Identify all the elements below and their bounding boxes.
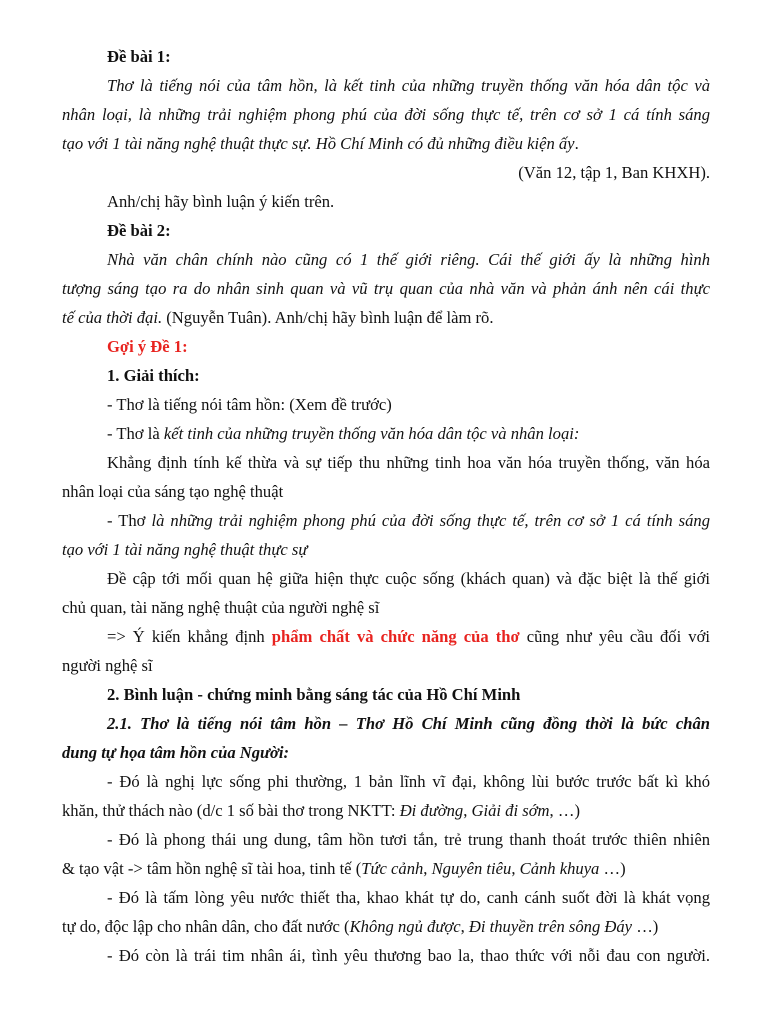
point-2-end: …): [599, 859, 626, 878]
de1-quote-line-2: nhân loại, là những trải nghiệm phong phú của đời sống thực tế, trên cơ sở 1 cá tính sáng: [62, 105, 710, 124]
de1-quote-line-1: Thơ là tiếng nói của tâm hồn, là kết tinh của những truyền thống văn hóa dân tộc và: [107, 76, 710, 95]
poem-title-di-thuyen: Đi thuyền trên sông Đáy: [468, 917, 633, 936]
point-1-end: , …): [549, 801, 580, 820]
point-3-line-2: [62, 916, 710, 938]
point-2-prefix: & tạo vật -> tâm hồn nghệ sĩ tài hoa, tinh tế (: [62, 859, 362, 878]
de2-quote-line-2: tượng sáng tạo ra do nhân sinh quan và vũ trụ quan của nhà văn và phản ánh nên cái thực: [62, 279, 710, 298]
de1-task: Anh/chị hãy bình luận ý kiến trên.: [107, 192, 335, 211]
goiy-title: Gợi ý Đề 1:: [107, 337, 188, 356]
poem-title-nguyen-tieu: Nguyên tiêu: [431, 859, 512, 878]
bullet-3-italic-1: là những trải nghiệm phong phú của đời sống thực tế, trên cơ sở 1 cá tính sáng: [151, 511, 710, 530]
conclusion-prefix: => Ý kiến khẳng định: [107, 627, 272, 646]
section-2-1-heading-line-1: 2.1. Thơ là tiếng nói tâm hồn – Thơ Hồ Chí Minh cũng đồng thời là bức chân: [107, 714, 710, 733]
de2-quote-line-1: Nhà văn chân chính nào cũng có 1 thế giới riêng. Cái thế giới ấy là những hình: [107, 250, 710, 269]
de1-quote-line-3: [62, 133, 710, 155]
poem-title-tuc-canh: Tức cảnh: [361, 859, 424, 878]
point-1-line-1: - Đó là nghị lực sống phi thường, 1 bản lĩnh vĩ đại, không lùi bước trước bất kì khó: [107, 772, 710, 791]
point-3-prefix: tự do, độc lập cho nhân dân, cho đất nước (: [62, 917, 350, 936]
de2-task: (Nguyễn Tuân). Anh/chị hãy bình luận để làm rõ.: [162, 308, 494, 327]
poem-title-canh-khuya: Cảnh khuya: [519, 859, 600, 878]
section-1-para-2-line-2: chủ quan, tài năng nghệ thuật của người nghệ sĩ: [62, 598, 380, 617]
section-1-bullet-2: [107, 423, 710, 445]
point-2-sep-2: ,: [511, 859, 520, 878]
bullet-2-prefix: - Thơ là: [107, 424, 164, 443]
bullet-3-prefix: - Thơ: [107, 511, 152, 530]
section-1-heading: 1. Giải thích:: [107, 366, 200, 385]
de1-source: (Văn 12, tập 1, Ban KHXH).: [518, 163, 710, 182]
section-1-conclusion-line-2: người nghệ sĩ: [62, 656, 153, 675]
poem-title-giai-di-som: Giải đi sớm: [471, 801, 550, 820]
section-1-para-1-line-1: Khẳng định tính kế thừa và sự tiếp thu những tinh hoa văn hóa truyền thống, văn hóa: [107, 453, 710, 472]
de1-quote-text: tạo với 1 tài năng nghệ thuật thực sự. Hồ Chí Minh có đủ những điều kiện ấy: [62, 134, 575, 153]
conclusion-highlight: phẩm chất và chức năng của thơ: [271, 627, 520, 646]
point-3-end: …): [632, 917, 659, 936]
de1-quote-period: .: [574, 134, 579, 153]
point-1-sep: ,: [463, 801, 472, 820]
point-3-line-1: - Đó là tấm lòng yêu nước thiết tha, khao khát tự do, canh cánh suốt đời là khát vọng: [107, 888, 710, 907]
de2-quote-line-3: [62, 307, 710, 329]
point-3-sep: ,: [460, 917, 469, 936]
section-2-1-heading-line-2: dung tự họa tâm hồn của Người:: [62, 743, 290, 762]
section-2-heading: 2. Bình luận - chứng minh bằng sáng tác của Hồ Chí Minh: [107, 685, 521, 704]
de2-title: Đề bài 2:: [107, 221, 171, 240]
poem-title-di-duong: Đi đường: [399, 801, 464, 820]
point-1-prefix: khăn, thử thách nào (d/c 1 số bài thơ trong NKTT:: [62, 801, 400, 820]
point-4-line-1: - Đó còn là trái tim nhân ái, tình yêu thương bao la, thao thức với nỗi đau con người.: [107, 946, 710, 965]
poem-title-khong-ngu-duoc: Không ngủ được: [349, 917, 461, 936]
section-1-conclusion: [107, 626, 710, 648]
conclusion-suffix: cũng như yêu cầu đối với: [519, 627, 710, 646]
section-1-bullet-3: [107, 510, 710, 532]
section-1-para-2-line-1: Đề cập tới mối quan hệ giữa hiện thực cuộc sống (khách quan) và đặc biệt là thế giới: [107, 569, 710, 588]
point-2-line-1: - Đó là phong thái ung dung, tâm hồn tươi tắn, trẻ trung thanh thoát trước thiên nhiên: [107, 830, 710, 849]
section-1-para-1-line-2: nhân loại của sáng tạo nghệ thuật: [62, 482, 284, 501]
point-2-sep-1: ,: [423, 859, 432, 878]
bullet-2-italic: kết tinh của những truyền thống văn hóa dân tộc và nhân loại:: [163, 424, 580, 443]
point-2-line-2: [62, 858, 710, 880]
section-1-bullet-1: - Thơ là tiếng nói tâm hồn: (Xem đề trước): [107, 395, 392, 414]
de2-quote-text: tế của thời đại.: [62, 308, 163, 327]
section-1-bullet-3-line-2: tạo với 1 tài năng nghệ thuật thực sự: [62, 540, 308, 559]
de1-title: Đề bài 1:: [107, 47, 171, 66]
point-1-line-2: [62, 800, 710, 822]
